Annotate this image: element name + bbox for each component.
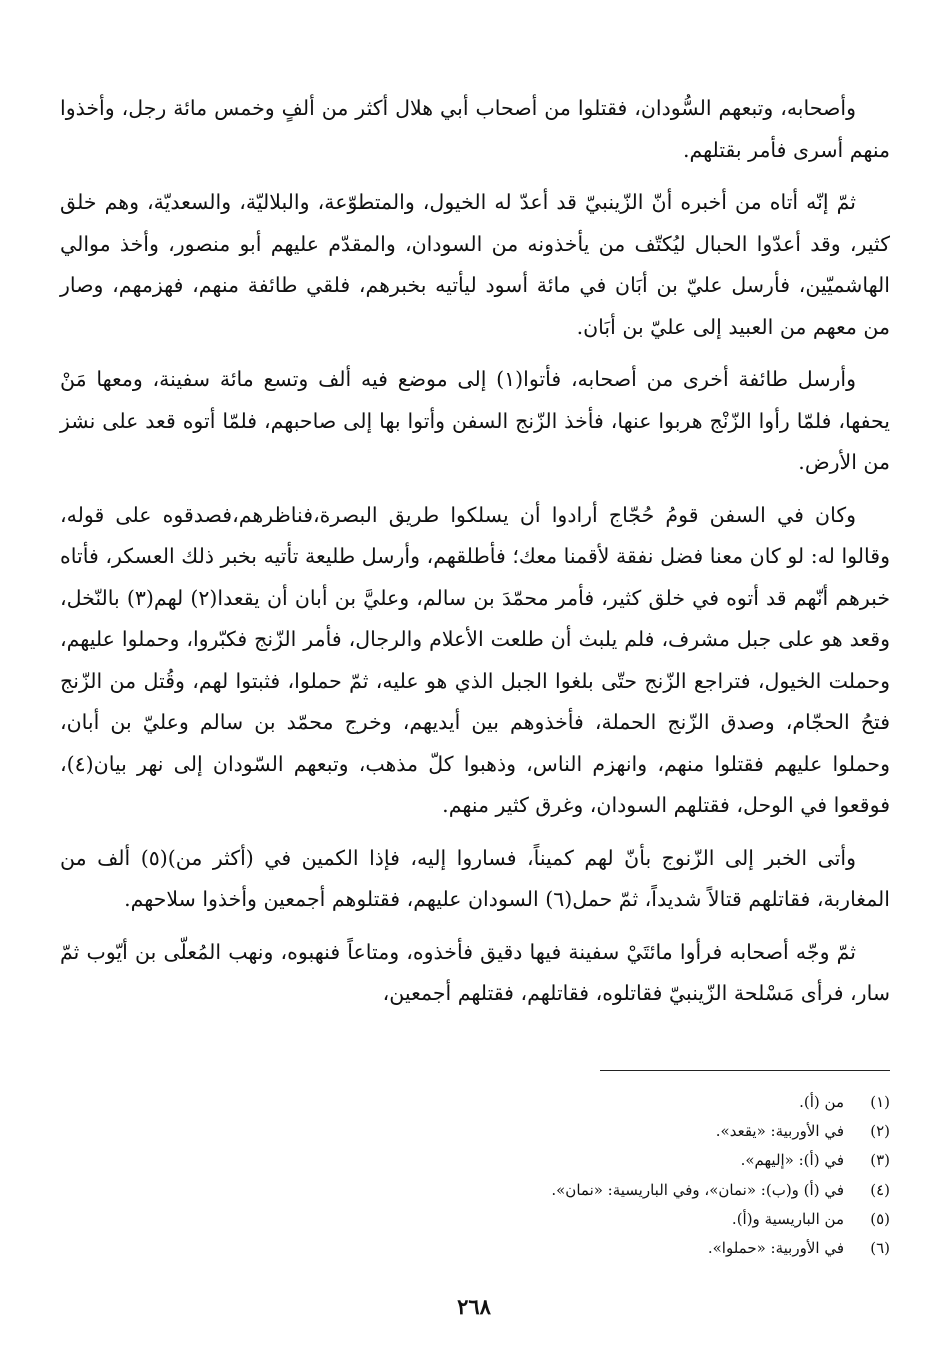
footnote-separator [600,1070,890,1071]
footnote-number: (٥) [870,1209,890,1228]
page-number: ٢٦٨ [457,1294,491,1319]
paragraph: وأتى الخبر إلى الزّنوج بأنّ لهم كميناً، فساروا إليه، فإذا الكمين في (أكثر من)(٥) ألف من المغاربة، فقاتلهم قتالاً شديداً، ثمّ حمل(٦) السودان عليهم، فقتلوهم أجمعين وأخذوا سلاحهم. [60,845,890,911]
footnote-text: في (أ): «إليهم». [740,1151,844,1170]
footnote [60,1234,890,1263]
footnote [60,1117,890,1146]
footnote-text: من الباريسية و(أ). [731,1209,844,1228]
footnotes [60,1088,890,1263]
footnote [60,1205,890,1234]
main-text [60,88,890,1015]
footnote-number: (٣) [870,1151,890,1170]
footnote-number: (٢) [870,1122,890,1141]
footnote [60,1088,890,1117]
footnote-number: (٤) [870,1180,890,1199]
paragraph: وأصحابه، وتبعهم السُّودان، فقتلوا من أصحاب أبي هلال أكثر من ألفٍ وخمس مائة رجل، وأخذوا منهم أسرى فأمر بقتلهم. [60,96,890,162]
paragraph: ثمّ إنّه أتاه من أخبره أنّ الزّينبيّ قد أعدّ له الخيول، والمتطوّعة، والبلاليّة، والسعديّة، وهم خلق كثير، وقد أعدّوا الحبال ليُكتّف من يأخذونه من السودان، والمقدّم عليهم أبو منصور، وأخذ موالي الهاشميّين، فأرسل عليّ بن أبَان في مائة أسود ليأتيه بخبرهم، فلقي طائفة منهم، فهزمهم، وصار من معهم من العبيد إلى عليّ بن أبَان. [60,190,890,339]
paragraph: وكان في السفن قومُ حُجّاج أرادوا أن يسلكوا طريق البصرة،فناظرهم،فصدقوه على قوله، وقالوا له: لو كان معنا فضل نفقة لأقمنا معك؛ فأطلقهم، وأرسل طليعة تأتيه بخبر ذلك العسكر، فأتاه خبرهم أنّهم قد أتوه في خلق كثير، فأمر محمّدَ بن سالم، وعليَّ بن أبان أن يقعدا(٢) لهم(٣) بالنّخل، وقعد هو على جبل مشرف، فلم يلبث أن طلعت الأعلام والرجال، فأمر الزّنج فكبّروا، وحملوا عليهم، وحملت الخيول، فتراجع الزّنج حتّى بلغوا الجبل الذي هو عليه، ثمّ حملوا، فثبتوا لهم، وقُتل من الزّنج فتحُ الحجّام، وصدق الزّنج الحملة، فأخذوهم بين أيديهم، وخرج محمّد بن سالم وعليّ بن أبان، وحملوا عليهم فقتلوا منهم، وانهزم الناس، وذهبوا كلّ مذهب، وتبعهم السّودان إلى نهر بيان(٤)، فوقعوا في الوحل، فقتلهم السودان، وغرق كثير منهم. [60,502,891,817]
footnote-text: في الأوربية: «يقعد». [715,1122,844,1141]
footnote [60,1146,890,1175]
footnote-number: (٦) [870,1239,890,1258]
footnote-number: (١) [870,1093,890,1111]
footnote-text: في (أ) و(ب): «نمان»، وفي الباريسية: «نمان». [551,1180,844,1199]
footnote-text: في الأوربية: «حملوا». [707,1239,844,1258]
footnote-text: من (أ). [799,1093,844,1111]
paragraph: وأرسل طائفة أخرى من أصحابه، فأتوا(١) إلى موضع فيه ألف وتسع مائة سفينة، ومعها مَنْ يحفها، فلمّا رأوا الزّنْج هربوا عنها، فأخذ الزّنج السفن وأتوا بها إلى صاحبهم، فلمّا أتوه قعد على نشز من الأرض. [60,367,890,474]
paragraph: ثمّ وجّه أصحابه فرأوا مائتَيْ سفينة فيها دقيق فأخذوه، ومتاعاً فنهبوه، ونهب المُعلّى بن أيّوب ثمّ سار، فرأى مَسْلحة الزّينبيّ فقاتلوه، فقاتلهم، فقتلهم أجمعين، [60,939,890,1005]
footnote [60,1176,890,1205]
